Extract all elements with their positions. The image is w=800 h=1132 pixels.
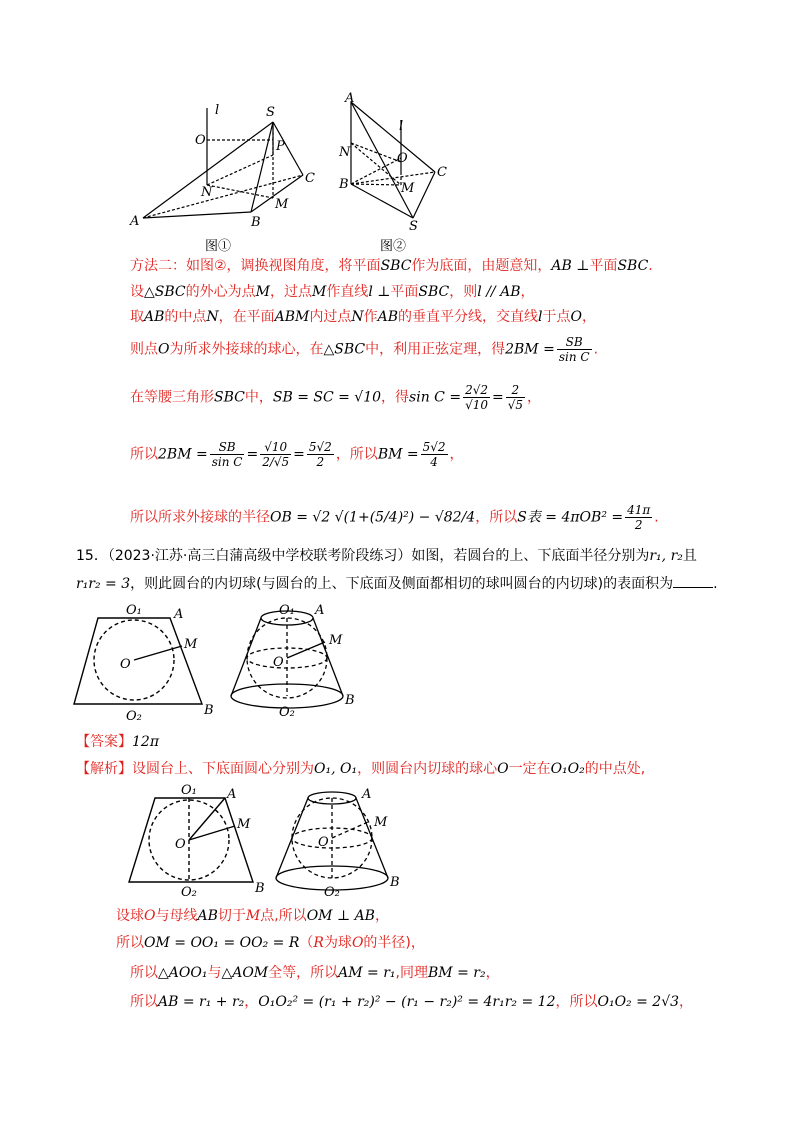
analysis-section-svg (125, 782, 275, 900)
method2-line6: 所以2BM = $\frac{SB}{\text{sin C}}$ = $\frac{√10}{2/√5}$ = $\frac{5√2}{2}$ ，所以BM = $\frac{5√2}{4}$ ， (130, 440, 464, 469)
an-sec-label-M: M (237, 817, 251, 832)
frustum-section-figure (70, 602, 220, 722)
fig1-label-S: S (266, 105, 275, 120)
method2-line5: 在等腰三角形SBC中，SB = SC = √10，得sin C = $\frac{2√2}{√10}$ = $\frac{2}{√5}$ ， (130, 383, 542, 412)
answer-value: 12π (132, 734, 160, 750)
frac-l6a: $\frac{SB}{\text{sin C}}$ (211, 440, 243, 469)
frac-l6b: $\frac{√10}{2/√5}$ (262, 440, 290, 469)
fig2-label-O: O (397, 151, 408, 166)
frustum-3d-figure (225, 600, 365, 722)
sec-label-O1: O₁ (126, 603, 142, 618)
figure-2-svg (335, 92, 455, 232)
method2-line7: 所以所求外接球的半径OB = √2 √(1+(5/4)²) − √82/4，所以S表 = 4πOB² = $\frac{41\pi}{2}$ . (130, 503, 659, 532)
fig2-label-l: l (399, 119, 404, 134)
figure-2 (335, 92, 455, 232)
an-3d-label-M: M (374, 815, 388, 830)
fig1-label-M: M (275, 197, 289, 212)
an-sec-label-B: B (255, 881, 265, 896)
an-sec-label-O2: O₂ (181, 885, 197, 900)
sec-label-O: O (120, 657, 131, 672)
3d-label-O: O (273, 655, 284, 670)
3d-label-B: B (345, 693, 355, 708)
question-15-line2: r₁r₂ = 3，则此圆台的内切球(与圆台的上、下底面及侧面都相切的球叫圆台的内切球)的表面积为 . (76, 573, 718, 595)
frac-l5b: $\frac{2}{√5}$ (507, 383, 524, 412)
frustum-3d-svg (225, 600, 365, 722)
fig2-label-S: S (409, 219, 418, 232)
an-3d-label-O2: O₂ (324, 885, 340, 900)
frac-l6d: $\frac{5√2}{4}$ (422, 440, 446, 469)
analysis-3d-figure (270, 782, 410, 902)
fig1-label-C: C (305, 171, 315, 186)
analysis-3d-svg (270, 782, 410, 902)
an-sec-label-O1: O₁ (181, 783, 197, 798)
3d-label-A: A (315, 603, 325, 618)
frac-l5a: $\frac{2√2}{√10}$ (465, 383, 488, 412)
figure-2-caption: 图② (380, 239, 407, 254)
an-3d-label-O: O (318, 835, 329, 850)
fig2-label-B: B (339, 177, 349, 192)
sec-label-M: M (184, 637, 198, 652)
answer-line (76, 731, 159, 753)
analysis-line5: 所以AB = r₁ + r₂，O₁O₂² = (r₁ + r₂)² − (r₁ − r₂)² = 4r₁r₂ = 12，所以O₁O₂ = 2√3， (130, 994, 694, 1010)
3d-label-O2: O₂ (279, 705, 295, 720)
an-3d-label-A: A (362, 787, 372, 802)
answer-blank (673, 573, 713, 588)
fig1-label-B: B (251, 215, 261, 230)
analysis-line4: 所以△AOO₁与△AOM全等，所以AM = r₁,同理BM = r₂， (130, 965, 500, 981)
question-15-line1: 15．（2023·江苏·高三白蒲高级中学校联考阶段练习）如图，若圆台的上、下底面半径分别为r₁, r₂且 (76, 548, 697, 564)
method2-line3: 取AB的中点N，在平面ABM内过点N作AB的垂直平分线，交直线l于点O， (130, 309, 597, 325)
sec-label-O2: O₂ (126, 709, 142, 722)
fig1-label-P: P (276, 139, 285, 154)
analysis-section-figure (125, 782, 275, 900)
analysis-line1: 【解析】设圆台上、下底面圆心分别为O₁, O₁，则圆台内切球的球心O一定在O₁O₂的中点处, (76, 761, 646, 777)
an-sec-label-O: O (175, 837, 186, 852)
an-3d-label-B: B (390, 875, 400, 890)
figure-1-caption: 图① (205, 239, 232, 254)
frac-l6c: $\frac{5√2}{2}$ (308, 440, 332, 469)
analysis-line2: 设球O与母线AB切于M点,所以OM ⊥ AB， (116, 908, 389, 924)
sec-label-B: B (204, 703, 214, 718)
figure-1-svg (125, 100, 315, 235)
answer-tag: 【答案】 (76, 734, 132, 750)
method2-line1: 方法二：如图②，调换视图角度，将平面SBC作为底面，由题意知，AB ⊥平面SBC. (130, 258, 653, 274)
frustum-section-svg (70, 602, 220, 722)
fig1-label-O: O (195, 133, 206, 148)
fig1-label-l: l (215, 103, 220, 118)
analysis-tag: 【解析】 (76, 761, 132, 777)
frac-l7: $\frac{41\pi}{2}$ (627, 503, 651, 532)
fig2-label-C: C (437, 165, 447, 180)
method2-line4: 则点O为所求外接球的球心，在△SBC中，利用正弦定理，得2BM = $\frac{SB}{\text{sin C}}$ . (130, 335, 599, 364)
3d-label-M: M (329, 633, 343, 648)
3d-label-O1: O₁ (279, 603, 295, 618)
figure-1 (125, 100, 315, 235)
fig2-label-A: A (345, 92, 355, 106)
sec-label-A: A (174, 607, 184, 622)
method2-line2: 设△SBC的外心为点M，过点M作直线l ⊥平面SBC，则l // AB， (130, 284, 535, 300)
fig2-label-N: N (339, 145, 351, 160)
frac-l4: $\frac{SB}{\text{sin C}}$ (558, 335, 590, 364)
fig2-label-M: M (401, 181, 415, 196)
an-sec-label-A: A (227, 787, 237, 802)
fig1-label-N: N (201, 185, 213, 200)
fig1-label-A: A (130, 214, 140, 229)
analysis-line3: 所以OM = OO₁ = OO₂ = R（R为球O的半径)， (116, 935, 425, 951)
